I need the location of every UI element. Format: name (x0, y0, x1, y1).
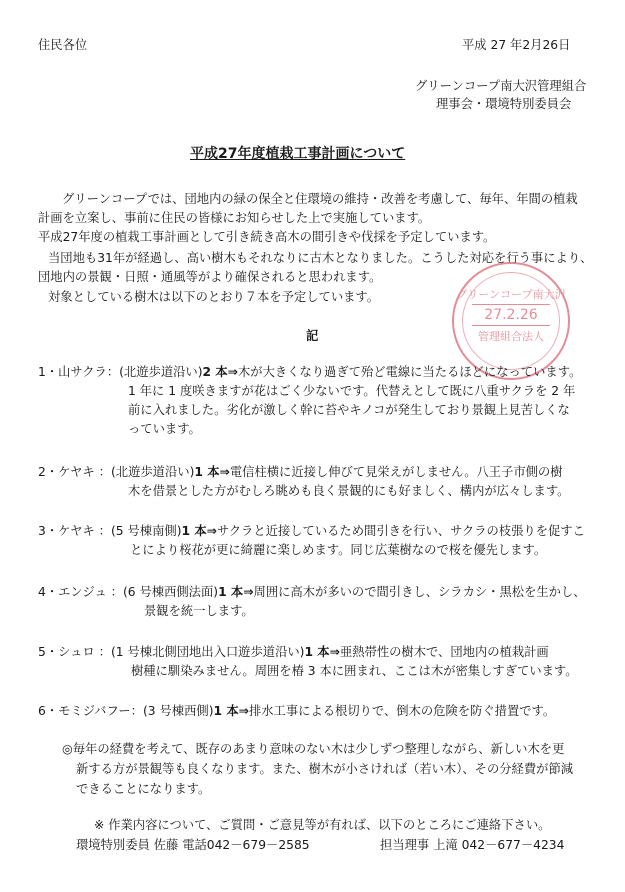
list-item-2 (38, 463, 598, 501)
contact-person-2: 担当理事 上滝 042－677－4234 (380, 838, 565, 852)
list-item-5 (38, 643, 608, 681)
item-line: とにより桜花が更に綺麗に楽しめます。同じ広葉樹なので桜を優先します。 (130, 543, 547, 557)
intro-line-6: 対象としている樹木は以下のとおり７本を予定しています。 (48, 290, 380, 304)
intro-line-2: 計画を立案し、事前に住民の皆様にお知らせした上で実施しています。 (38, 211, 431, 225)
item-count: 1 本⇒ (194, 465, 230, 479)
item-label: 4・エンジュ ： (38, 585, 123, 599)
stamp-line-3: 管理組合法人 (478, 330, 544, 343)
item-label: 5・シュロ ： (38, 645, 111, 659)
item-line: 景観を統一します。 (144, 604, 254, 618)
item-count: 1 本⇒ (213, 704, 249, 718)
item-line: 樹種に馴染みません。周囲を椿 3 本に囲まれ、ここは木が密集しすぎています。 (131, 664, 578, 678)
stamp-date: 27.2.26 (472, 304, 550, 326)
intro-line-5: 団地内の景観・日照・通風等がより確保されると思われます。 (38, 270, 382, 284)
intro-line-1: グリーンコープでは、団地内の緑の保全と住環境の維持・改善を考慮して、毎年、年間の植栽 (62, 192, 578, 206)
item-location: (6 号棟西側法面) (122, 585, 219, 599)
list-item-4 (38, 583, 598, 621)
item-location: (1 号棟北側団地出入口遊歩道沿い) (110, 645, 305, 659)
item-line: 前に入れました。劣化が激しく幹に苔やキノコが発生しており景観上見苦しくな (128, 403, 570, 417)
item-count: 1 本⇒ (304, 645, 340, 659)
date: 平成 27 年2月26日 (462, 38, 571, 52)
item-location: (5 号棟南側) (110, 524, 182, 538)
item-location: (北遊歩道沿い) (119, 365, 203, 379)
item-location: (北遊歩道沿い) (110, 465, 195, 479)
intro-line-3: 平成27年度の植栽工事計画として引き続き高木の間引きや伐採を予定しています。 (38, 230, 496, 244)
item-line: サクラと近接しているため間引きを行い、サクラの枝張りを促すこ (216, 524, 585, 538)
item-line: 木が大きくなり過ぎて殆ど電線に当たるほどになっています。 (237, 365, 582, 379)
intro-line-4: 当団地も31年が経過し、高い樹木もそれなりに古木となりました。こうした対応を行う事により、 (48, 251, 593, 265)
item-line: 亜熱帯性の樹木で、団地内の植栽計画 (339, 645, 549, 659)
item-count: 2 本⇒ (202, 365, 238, 379)
item-label: 6・モミジバフー： (38, 704, 143, 718)
organization: グリーンコープ南大沢管理組合 (415, 79, 587, 93)
item-line: 排水工事による根切りで、倒木の危険を防ぐ措置です。 (248, 704, 556, 718)
note-line-1: ◎毎年の経費を考えて、既存のあまり意味のない木は少しずつ整理しながら、新しい木を更 (62, 742, 565, 756)
item-count: 1 本⇒ (181, 524, 217, 538)
item-location: (3 号棟西側) (142, 704, 214, 718)
item-line: 1 年に 1 度咲きますが花はごく少ないです。代替えとして既に八重サクラを 2 年 (128, 384, 576, 398)
item-line: っています。 (128, 422, 201, 436)
note-line-2: 新する方が景観等も良くなります。また、樹木が小さければ（若い木）、その分経費が節減 (76, 762, 574, 776)
list-item-1 (38, 363, 598, 439)
contact-notice: ※ 作業内容について、ご質問・ご意見等が有れば、以下のところにご連絡下さい。 (94, 818, 551, 832)
contact-person-1: 環境特別委員 佐藤 電話042－679－2585 (76, 838, 310, 852)
list-item-3 (38, 522, 598, 560)
committee: 理事会・環境特別委員会 (436, 97, 572, 111)
recipient: 住民各位 (38, 38, 88, 52)
item-count: 1 本⇒ (218, 585, 254, 599)
item-line: 電信柱横に近接し伸びて見栄えがしません。八王子市側の樹 (229, 465, 563, 479)
item-label: 3・ケヤキ ： (38, 524, 111, 538)
item-label: 2・ケヤキ ： (38, 465, 111, 479)
stamp-line-1: グリーンコープ南大沢 (456, 288, 566, 301)
page-title: 平成27年度植栽工事計画について (190, 146, 406, 162)
item-label: 1・山サクラ： (38, 365, 120, 379)
item-line: 木を借景とした方がむしろ眺めも良く景観的にも好ましく、構内が広々します。 (128, 484, 570, 498)
note-line-3: できることになります。 (76, 782, 211, 796)
ki-heading: 記 (306, 329, 319, 343)
list-item-6 (38, 702, 598, 721)
item-line: 周囲に高木が多いので間引きし、シラカシ・黒松を生かし、 (253, 585, 586, 599)
